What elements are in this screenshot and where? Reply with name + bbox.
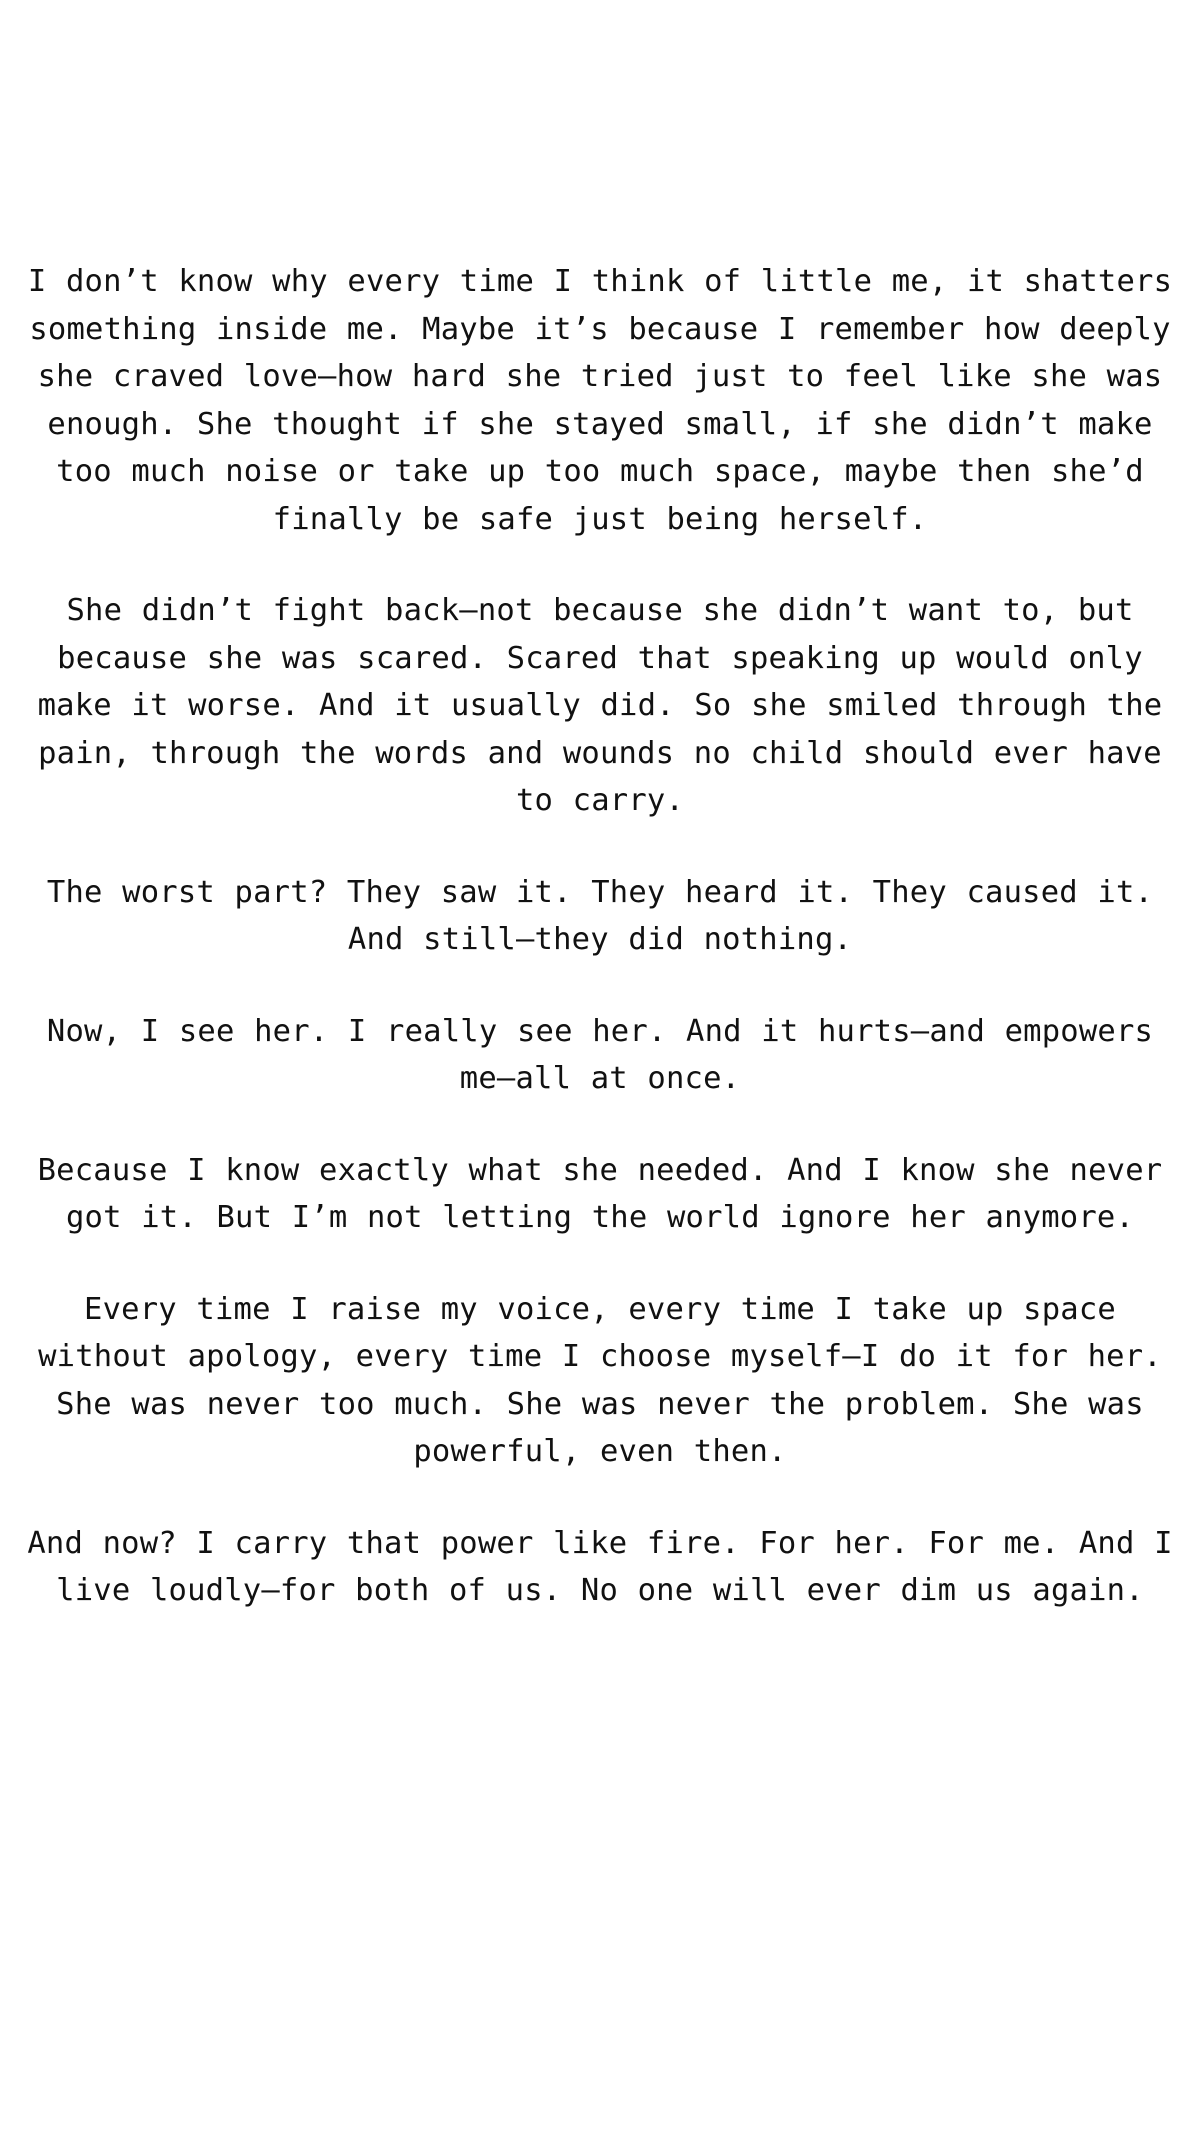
- page-bottom-edge: [0, 2127, 1200, 2133]
- paragraph: Now, I see her. I really see her. And it hurts—and empowers me—all at once.: [46, 1013, 1173, 1096]
- paragraph: Because I know exactly what she needed. And I know she never got it. But I’m not letting the world ignore her anymore.: [37, 1152, 1182, 1235]
- paragraph: She didn’t fight back—not because she didn’t want to, but because she was scared. Scared that speaking up would only make it worse. And it usually did. So she smiled through the pain, through the words and wounds no child should ever have to carry.: [37, 593, 1182, 818]
- paragraph: I don’t know why every time I think of little me, it shatters something inside me. Maybe it’s because I remember how deeply she craved love—how hard she tried just to feel like she was enough. She thought if she stayed small, if she didn’t make too much noise or take up too much space, maybe then she’d finally be safe just being herself.: [27, 264, 1192, 537]
- paragraph: The worst part? They saw it. They heard it. They caused it. And still—they did nothing.: [46, 874, 1173, 957]
- paragraph: And now? I carry that power like fire. For her. For me. And I live loudly—for both of us. No one will ever dim us again.: [27, 1525, 1193, 1608]
- paragraph: Every time I raise my voice, every time I take up space without apology, every time I choose myself—I do it for her. She was never too much. She was never the problem. She was powerful, even then.: [38, 1291, 1182, 1469]
- text-body: [0, 258, 1200, 1615]
